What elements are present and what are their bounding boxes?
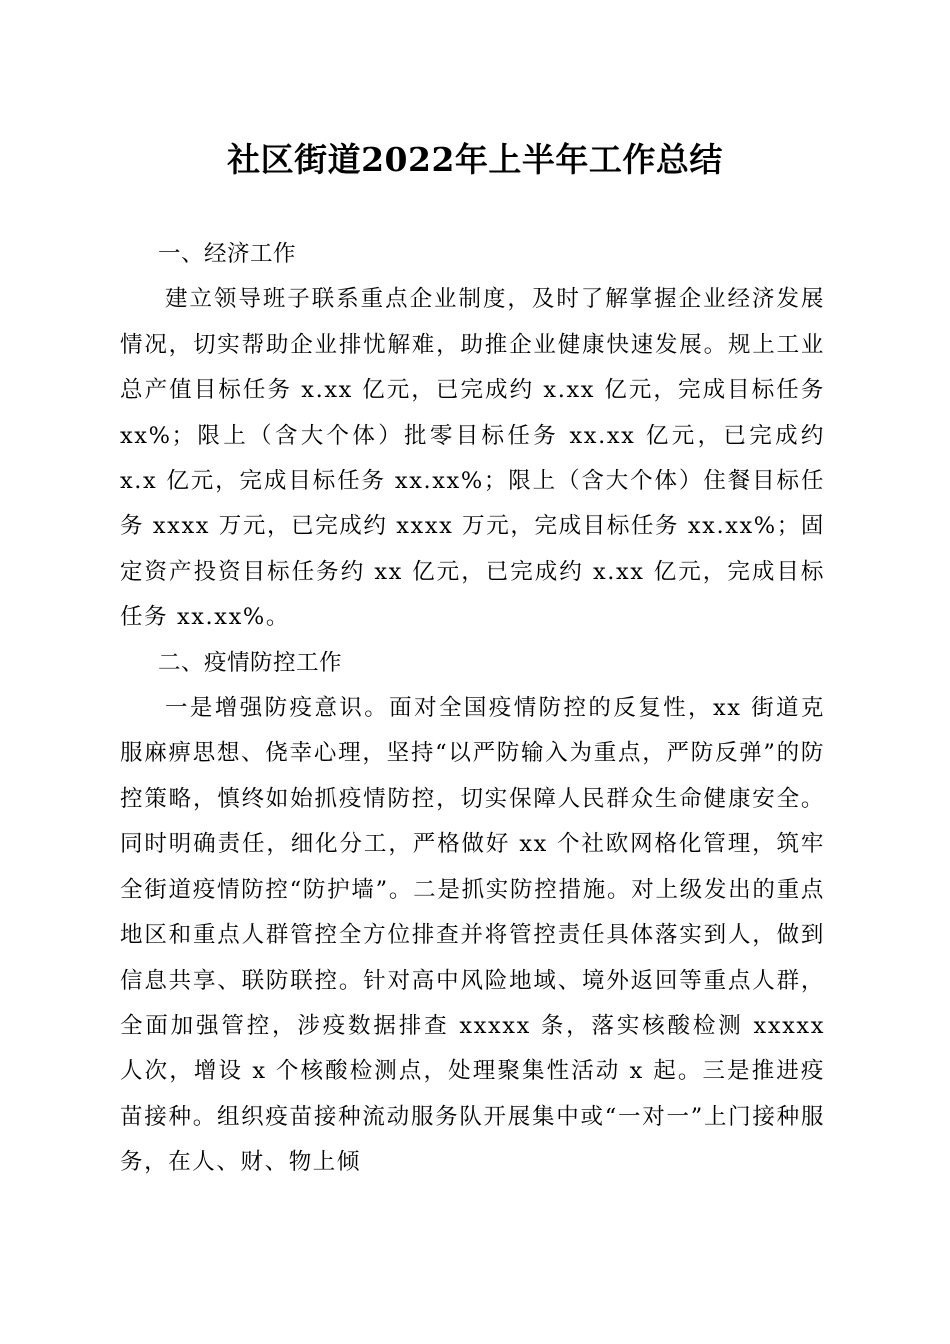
document-body [120, 232, 825, 1186]
section-paragraph-epidemic: 一是增强防疫意识。面对全国疫情防控的反复性，xx 街道克服麻痹思想、侥幸心理，坚持“以严防输入为重点，严防反弹”的防控策略，慎终如始抓疫情防控，切实保障人民群众生命健康安全。同时明确责任，细化分工，严格做好 xx 个社欧网格化管理，筑牢全街道疫情防控“防护墙”。二是抓实防控措施。对上级发出的重点地区和重点人群管控全方位排查并将管控责任具体落实到人，做到信息共享、联防联控。针对高中风险地域、境外返回等重点人群，全面加强管控，涉疫数据排查 xxxxx 条，落实核酸检测 xxxxx 人次，增设 x 个核酸检测点，处理聚集性活动 x 起。三是推进疫苗接种。组织疫苗接种流动服务队开展集中或“一对一”上门接种服务，在人、财、物上倾 [120, 695, 825, 1176]
section-paragraph-economy: 建立领导班子联系重点企业制度，及时了解掌握企业经济发展情况，切实帮助企业排忧解难，助推企业健康快速发展。规上工业总产值目标任务 x.xx 亿元，已完成约 x.xx 亿元，完成目标任务 xx%；限上（含大个体）批零目标任务 xx.xx 亿元，已完成约 x.x 亿元，完成目标任务 xx.xx%；限上（含大个体）住餐目标任务 xxxx 万元，已完成约 xxxx 万元，完成目标任务 xx.xx%；固定资产投资目标任务约 xx 亿元，已完成约 x.xx 亿元，完成目标任务 xx.xx%。 [120, 286, 825, 631]
section-heading-epidemic: 二、疫情防控工作 [158, 649, 343, 676]
document-title: 社区街道2022年上半年工作总结 [227, 140, 723, 179]
section-heading-economy: 一、经济工作 [158, 241, 297, 267]
